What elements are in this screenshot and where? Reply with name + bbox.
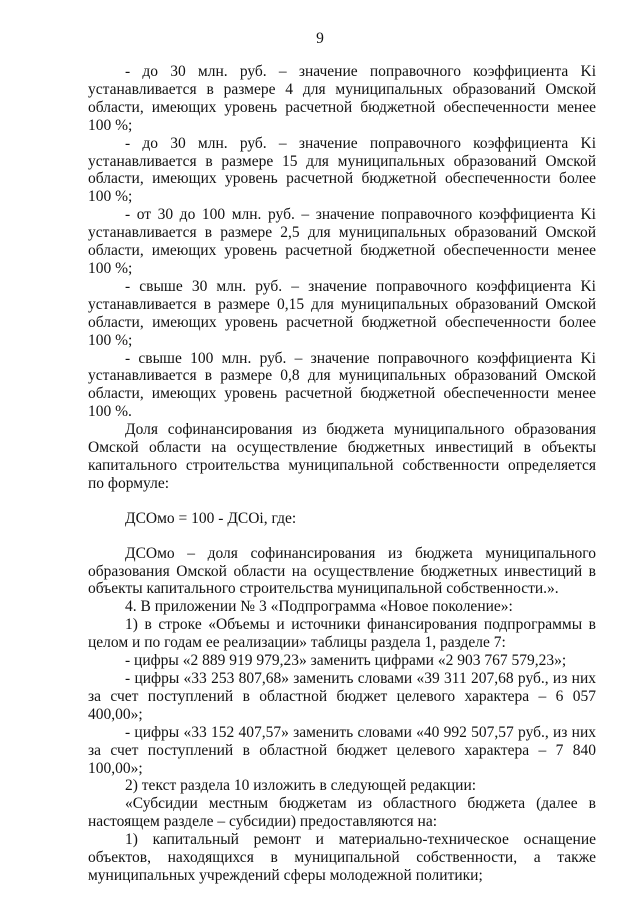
amendment-item: «Субсидии местным бюджетам из областного бюджета (далее в настоящем разделе – субсидии) предоставляются на: (88, 795, 596, 831)
paragraph: - свыше 100 млн. руб. – значение поправочного коэффициента Ki устанавливается в размере 0,8 для муниципальных образований Омской области, имеющих уровень расчетной бюджетной обеспеченности менее 100 %. (88, 349, 596, 421)
paragraph: - от 30 до 100 млн. руб. – значение поправочного коэффициента Ki устанавливается в размере 2,5 для муниципальных образований Омской области, имеющих уровень расчетной бюджетной обеспеченности менее 100 %; (88, 206, 596, 277)
document-body (88, 63, 596, 885)
amendment-item: 2) текст раздела 10 изложить в следующей редакции: (125, 777, 477, 795)
amendment-item: 4. В приложении № 3 «Подпрограмма «Новое поколение»: (125, 598, 513, 616)
paragraph: Доля софинансирования из бюджета муниципального образования Омской области на осуществление бюджетных инвестиций в объекты капитального строительства муниципальной собственности определяется по формуле: (88, 421, 596, 492)
amendment-item: - цифры «2 889 919 979,23» заменить цифрами «2 903 767 579,23»; (125, 652, 567, 670)
formula-definition: ДСОмо – доля софинансирования из бюджета муниципального образования Омской области на осуществление бюджетных инвестиций в объекты капитального строительства муниципальной собственности.». (88, 544, 596, 598)
paragraph: - до 30 млн. руб. – значение поправочного коэффициента Ki устанавливается в размере 4 для муниципальных образований Омской области, имеющих уровень расчетной бюджетной обеспеченности менее 100 %; (88, 63, 596, 134)
amendment-item: - цифры «33 253 807,68» заменить словами «39 311 207,68 руб., из них за счет поступлений в областной бюджет целевого характера – 6 057 400,00»; (88, 670, 596, 723)
paragraph: - до 30 млн. руб. – значение поправочного коэффициента Ki устанавливается в размере 15 для муниципальных образований Омской области, имеющих уровень расчетной бюджетной обеспеченности более 100 %; (88, 134, 596, 206)
formula: ДСОмо = 100 - ДСОi, где: (125, 509, 297, 527)
amendment-item: 1) в строке «Объемы и источники финансирования подпрограммы в целом и по годам ее реализации» таблицы раздела 1, разделе 7: (88, 616, 596, 652)
page-number: 9 (316, 30, 324, 47)
amendment-item: 1) капитальный ремонт и материально-техническое оснащение объектов, находящихся в муниципальной собственности, а также муниципальных учреждений сферы молодежной политики; (88, 831, 596, 884)
paragraph: - свыше 30 млн. руб. – значение поправочного коэффициента Ki устанавливается в размере 0,15 для муниципальных образований Омской области, имеющих уровень расчетной бюджетной обеспеченности более 100 %; (88, 277, 596, 349)
amendment-item: - цифры «33 152 407,57» заменить словами «40 992 507,57 руб., из них за счет поступлений в областной бюджет целевого характера – 7 840 100,00»; (88, 723, 596, 777)
